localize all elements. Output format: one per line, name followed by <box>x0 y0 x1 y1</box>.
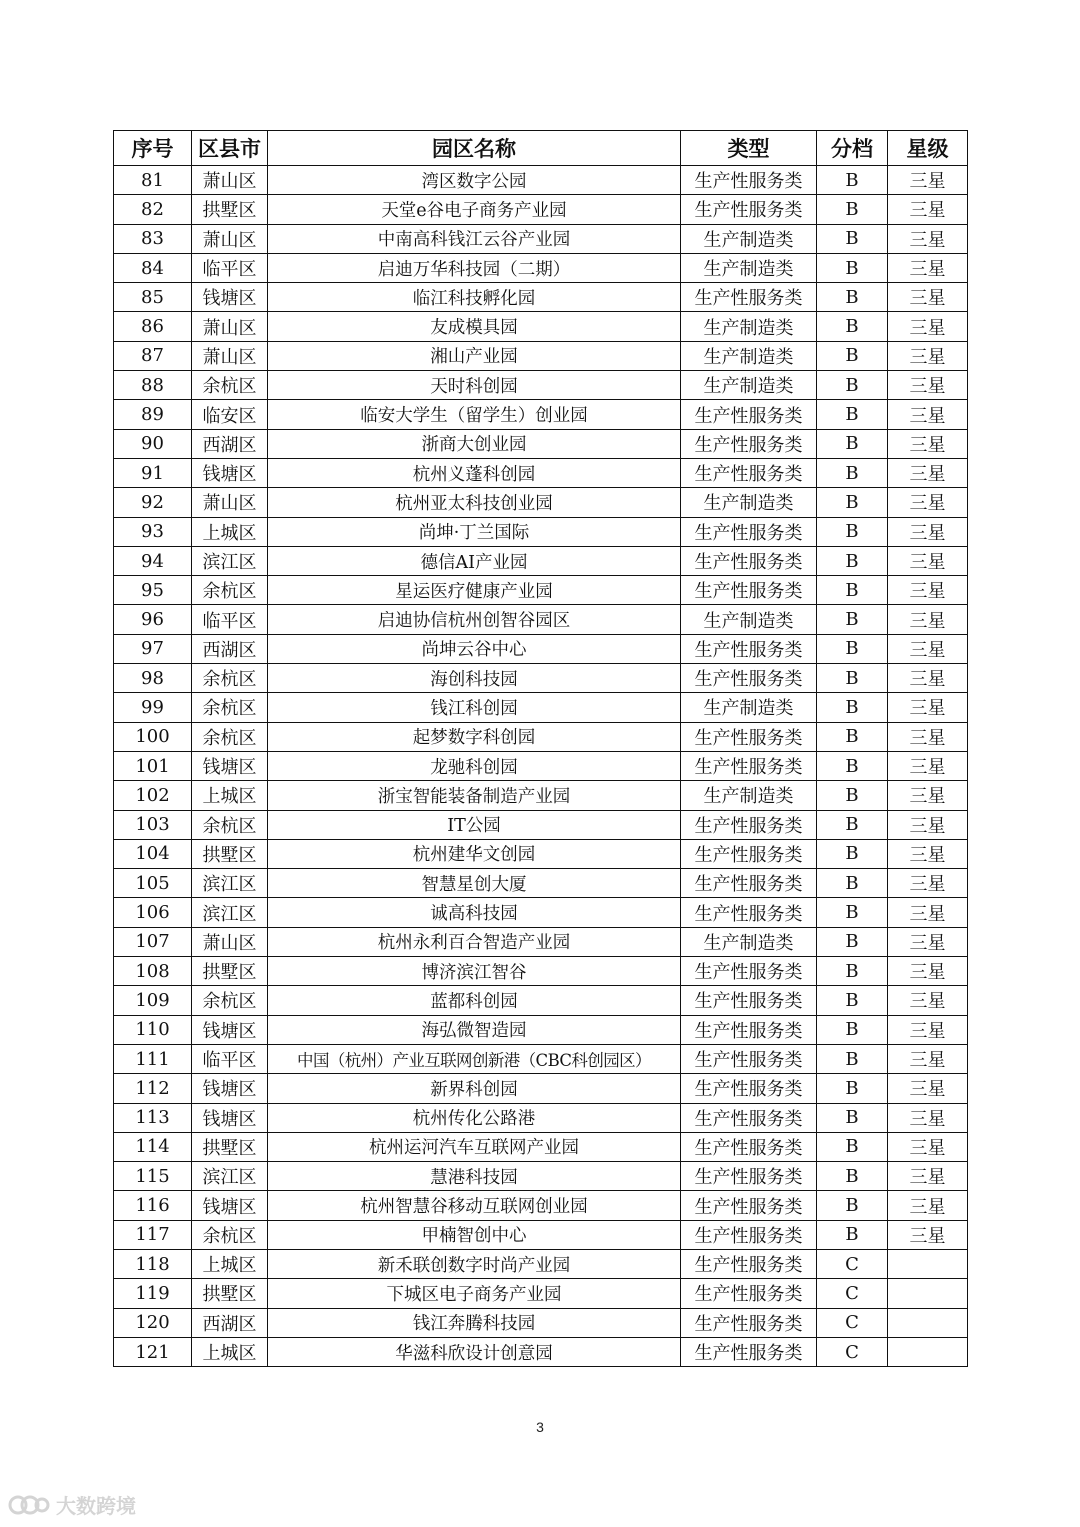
row-park-name: 德信AI产业园 <box>268 546 681 575</box>
row-tier: B <box>817 957 888 986</box>
row-district: 余杭区 <box>192 693 268 722</box>
table-row <box>114 1279 968 1308</box>
row-tier: B <box>817 869 888 898</box>
row-star-level: 三星 <box>888 605 968 634</box>
row-park-name: 新禾联创数字时尚产业园 <box>268 1249 681 1278</box>
table-row <box>114 986 968 1015</box>
row-district: 萧山区 <box>192 341 268 370</box>
table-row <box>114 458 968 487</box>
row-park-name: 智慧星创大厦 <box>268 869 681 898</box>
row-tier: B <box>817 664 888 693</box>
row-star-level: 三星 <box>888 341 968 370</box>
row-star-level: 三星 <box>888 1220 968 1249</box>
table-row <box>114 869 968 898</box>
row-type: 生产性服务类 <box>681 751 817 780</box>
row-index: 108 <box>114 957 192 986</box>
table-row <box>114 576 968 605</box>
row-park-name: IT公园 <box>268 810 681 839</box>
row-park-name: 尚坤·丁兰国际 <box>268 517 681 546</box>
row-district: 拱墅区 <box>192 195 268 224</box>
row-type: 生产制造类 <box>681 605 817 634</box>
row-star-level: 三星 <box>888 781 968 810</box>
row-district: 萧山区 <box>192 166 268 195</box>
row-district: 余杭区 <box>192 664 268 693</box>
row-tier: B <box>817 517 888 546</box>
row-park-name: 杭州智慧谷移动互联网创业园 <box>268 1191 681 1220</box>
row-type: 生产性服务类 <box>681 722 817 751</box>
row-index: 116 <box>114 1191 192 1220</box>
row-type: 生产性服务类 <box>681 1337 817 1366</box>
row-district: 滨江区 <box>192 546 268 575</box>
row-star-level: 三星 <box>888 664 968 693</box>
row-type: 生产性服务类 <box>681 400 817 429</box>
row-star-level: 三星 <box>888 839 968 868</box>
row-district: 萧山区 <box>192 312 268 341</box>
table-row <box>114 839 968 868</box>
row-type: 生产制造类 <box>681 253 817 282</box>
row-tier: B <box>817 341 888 370</box>
row-index: 100 <box>114 722 192 751</box>
row-type: 生产性服务类 <box>681 634 817 663</box>
row-index: 86 <box>114 312 192 341</box>
row-type: 生产性服务类 <box>681 1249 817 1278</box>
header-park-name: 园区名称 <box>268 131 681 166</box>
row-park-name: 湾区数字公园 <box>268 166 681 195</box>
row-tier: C <box>817 1337 888 1366</box>
row-index: 107 <box>114 927 192 956</box>
header-type: 类型 <box>681 131 817 166</box>
row-star-level: 三星 <box>888 869 968 898</box>
row-district: 钱塘区 <box>192 1074 268 1103</box>
table-row <box>114 605 968 634</box>
row-district: 拱墅区 <box>192 839 268 868</box>
row-index: 101 <box>114 751 192 780</box>
row-park-name: 杭州亚太科技创业园 <box>268 488 681 517</box>
row-district: 余杭区 <box>192 576 268 605</box>
row-district: 拱墅区 <box>192 957 268 986</box>
row-tier: C <box>817 1249 888 1278</box>
row-star-level: 三星 <box>888 1015 968 1044</box>
row-tier: B <box>817 1103 888 1132</box>
table-header-row <box>114 131 968 166</box>
row-star-level: 三星 <box>888 1191 968 1220</box>
row-park-name: 杭州义蓬科创园 <box>268 458 681 487</box>
row-tier: B <box>817 429 888 458</box>
row-tier: B <box>817 634 888 663</box>
row-park-name: 龙驰科创园 <box>268 751 681 780</box>
row-star-level: 三星 <box>888 166 968 195</box>
row-type: 生产制造类 <box>681 693 817 722</box>
row-type: 生产性服务类 <box>681 1015 817 1044</box>
row-park-name: 新界科创园 <box>268 1074 681 1103</box>
row-type: 生产制造类 <box>681 781 817 810</box>
row-type: 生产性服务类 <box>681 517 817 546</box>
row-type: 生产性服务类 <box>681 458 817 487</box>
table-row <box>114 751 968 780</box>
row-index: 97 <box>114 634 192 663</box>
table-row <box>114 283 968 312</box>
table-row <box>114 664 968 693</box>
row-park-name: 杭州永利百合智造产业园 <box>268 927 681 956</box>
row-index: 105 <box>114 869 192 898</box>
row-type: 生产性服务类 <box>681 1191 817 1220</box>
row-type: 生产性服务类 <box>681 664 817 693</box>
table-row <box>114 546 968 575</box>
row-district: 钱塘区 <box>192 1015 268 1044</box>
row-type: 生产性服务类 <box>681 1220 817 1249</box>
row-district: 上城区 <box>192 1337 268 1366</box>
row-tier: B <box>817 195 888 224</box>
row-index: 109 <box>114 986 192 1015</box>
row-park-name: 海弘微智造园 <box>268 1015 681 1044</box>
table-row <box>114 693 968 722</box>
row-index: 102 <box>114 781 192 810</box>
row-park-name: 启迪协信杭州创智谷园区 <box>268 605 681 634</box>
row-star-level: 三星 <box>888 927 968 956</box>
table-row <box>114 517 968 546</box>
row-district: 上城区 <box>192 781 268 810</box>
row-tier: B <box>817 253 888 282</box>
row-index: 85 <box>114 283 192 312</box>
row-index: 120 <box>114 1308 192 1337</box>
table-row <box>114 400 968 429</box>
row-tier: B <box>817 781 888 810</box>
row-district: 余杭区 <box>192 722 268 751</box>
row-star-level: 三星 <box>888 253 968 282</box>
table-row <box>114 1074 968 1103</box>
row-district: 余杭区 <box>192 371 268 400</box>
table-row <box>114 898 968 927</box>
row-index: 112 <box>114 1074 192 1103</box>
row-star-level: 三星 <box>888 283 968 312</box>
row-type: 生产性服务类 <box>681 810 817 839</box>
row-index: 118 <box>114 1249 192 1278</box>
row-district: 临平区 <box>192 605 268 634</box>
row-star-level: 三星 <box>888 400 968 429</box>
row-type: 生产性服务类 <box>681 898 817 927</box>
row-index: 103 <box>114 810 192 839</box>
table-row <box>114 957 968 986</box>
table-row <box>114 253 968 282</box>
row-district: 钱塘区 <box>192 1103 268 1132</box>
row-park-name: 中国（杭州）产业互联网创新港（CBC科创园区） <box>268 1044 681 1073</box>
row-type: 生产性服务类 <box>681 1074 817 1103</box>
row-type: 生产性服务类 <box>681 166 817 195</box>
row-tier: B <box>817 1132 888 1161</box>
row-park-name: 杭州运河汽车互联网产业园 <box>268 1132 681 1161</box>
row-star-level: 三星 <box>888 1162 968 1191</box>
row-index: 88 <box>114 371 192 400</box>
row-index: 115 <box>114 1162 192 1191</box>
row-star-level: 三星 <box>888 751 968 780</box>
row-type: 生产制造类 <box>681 341 817 370</box>
row-index: 94 <box>114 546 192 575</box>
table-row <box>114 1044 968 1073</box>
watermark-text: 大数跨境 <box>56 1494 136 1518</box>
row-type: 生产性服务类 <box>681 195 817 224</box>
table-row <box>114 1337 968 1366</box>
row-district: 拱墅区 <box>192 1132 268 1161</box>
header-star-level: 星级 <box>888 131 968 166</box>
row-tier: B <box>817 1220 888 1249</box>
row-star-level <box>888 1308 968 1337</box>
row-index: 92 <box>114 488 192 517</box>
table-row <box>114 1191 968 1220</box>
row-star-level <box>888 1279 968 1308</box>
row-index: 89 <box>114 400 192 429</box>
table-row <box>114 781 968 810</box>
row-district: 钱塘区 <box>192 751 268 780</box>
row-index: 104 <box>114 839 192 868</box>
row-index: 119 <box>114 1279 192 1308</box>
row-type: 生产性服务类 <box>681 957 817 986</box>
row-park-name: 钱江科创园 <box>268 693 681 722</box>
row-district: 上城区 <box>192 1249 268 1278</box>
row-park-name: 浙商大创业园 <box>268 429 681 458</box>
row-tier: B <box>817 927 888 956</box>
row-index: 114 <box>114 1132 192 1161</box>
row-star-level: 三星 <box>888 312 968 341</box>
row-type: 生产性服务类 <box>681 986 817 1015</box>
row-park-name: 起梦数字科创园 <box>268 722 681 751</box>
row-type: 生产制造类 <box>681 312 817 341</box>
row-index: 81 <box>114 166 192 195</box>
row-index: 98 <box>114 664 192 693</box>
row-park-name: 杭州传化公路港 <box>268 1103 681 1132</box>
row-park-name: 慧港科技园 <box>268 1162 681 1191</box>
row-district: 余杭区 <box>192 1220 268 1249</box>
row-star-level: 三星 <box>888 693 968 722</box>
row-star-level: 三星 <box>888 810 968 839</box>
row-tier: B <box>817 1162 888 1191</box>
row-district: 钱塘区 <box>192 1191 268 1220</box>
row-type: 生产性服务类 <box>681 576 817 605</box>
row-tier: B <box>817 312 888 341</box>
row-type: 生产性服务类 <box>681 1103 817 1132</box>
row-index: 106 <box>114 898 192 927</box>
row-index: 117 <box>114 1220 192 1249</box>
row-tier: B <box>817 224 888 253</box>
row-tier: B <box>817 371 888 400</box>
row-index: 84 <box>114 253 192 282</box>
table-row <box>114 1249 968 1278</box>
row-tier: B <box>817 458 888 487</box>
row-district: 萧山区 <box>192 927 268 956</box>
watermark-logo-icon <box>8 1493 50 1517</box>
row-index: 99 <box>114 693 192 722</box>
row-tier: B <box>817 488 888 517</box>
table-row <box>114 810 968 839</box>
row-district: 滨江区 <box>192 869 268 898</box>
row-tier: B <box>817 576 888 605</box>
row-district: 西湖区 <box>192 429 268 458</box>
row-star-level: 三星 <box>888 576 968 605</box>
row-star-level: 三星 <box>888 1103 968 1132</box>
row-park-name: 博济滨江智谷 <box>268 957 681 986</box>
row-star-level: 三星 <box>888 1132 968 1161</box>
row-star-level <box>888 1249 968 1278</box>
row-star-level: 三星 <box>888 898 968 927</box>
row-district: 拱墅区 <box>192 1279 268 1308</box>
table-row <box>114 1103 968 1132</box>
row-tier: B <box>817 1015 888 1044</box>
row-index: 87 <box>114 341 192 370</box>
row-district: 滨江区 <box>192 1162 268 1191</box>
row-park-name: 中南高科钱江云谷产业园 <box>268 224 681 253</box>
row-park-name: 浙宝智能装备制造产业园 <box>268 781 681 810</box>
row-type: 生产制造类 <box>681 371 817 400</box>
row-star-level: 三星 <box>888 371 968 400</box>
table-row <box>114 371 968 400</box>
row-type: 生产制造类 <box>681 488 817 517</box>
row-tier: B <box>817 166 888 195</box>
row-park-name: 杭州建华文创园 <box>268 839 681 868</box>
row-tier: B <box>817 283 888 312</box>
row-tier: B <box>817 1044 888 1073</box>
row-district: 临平区 <box>192 253 268 282</box>
row-district: 萧山区 <box>192 488 268 517</box>
row-tier: B <box>817 751 888 780</box>
row-district: 滨江区 <box>192 898 268 927</box>
row-type: 生产制造类 <box>681 224 817 253</box>
table-row <box>114 488 968 517</box>
row-type: 生产性服务类 <box>681 546 817 575</box>
row-district: 萧山区 <box>192 224 268 253</box>
row-district: 余杭区 <box>192 810 268 839</box>
row-star-level: 三星 <box>888 517 968 546</box>
table-row <box>114 1220 968 1249</box>
row-star-level: 三星 <box>888 986 968 1015</box>
row-park-name: 星运医疗健康产业园 <box>268 576 681 605</box>
row-park-name: 尚坤云谷中心 <box>268 634 681 663</box>
row-type: 生产性服务类 <box>681 429 817 458</box>
row-index: 83 <box>114 224 192 253</box>
row-district: 余杭区 <box>192 986 268 1015</box>
table-row <box>114 927 968 956</box>
page-number: 3 <box>536 1419 544 1435</box>
row-park-name: 下城区电子商务产业园 <box>268 1279 681 1308</box>
row-star-level: 三星 <box>888 488 968 517</box>
parks-table <box>113 130 968 1367</box>
table-row <box>114 312 968 341</box>
row-park-name: 海创科技园 <box>268 664 681 693</box>
row-type: 生产性服务类 <box>681 1132 817 1161</box>
row-district: 西湖区 <box>192 1308 268 1337</box>
row-park-name: 临安大学生（留学生）创业园 <box>268 400 681 429</box>
row-park-name: 蓝都科创园 <box>268 986 681 1015</box>
row-index: 90 <box>114 429 192 458</box>
row-park-name: 钱江奔腾科技园 <box>268 1308 681 1337</box>
row-tier: B <box>817 839 888 868</box>
watermark <box>8 1490 136 1519</box>
row-index: 111 <box>114 1044 192 1073</box>
row-tier: B <box>817 1074 888 1103</box>
row-type: 生产性服务类 <box>681 839 817 868</box>
table-row <box>114 1308 968 1337</box>
table-row <box>114 1015 968 1044</box>
row-star-level: 三星 <box>888 546 968 575</box>
row-district: 上城区 <box>192 517 268 546</box>
header-index: 序号 <box>114 131 192 166</box>
row-star-level: 三星 <box>888 1044 968 1073</box>
row-park-name: 天时科创园 <box>268 371 681 400</box>
row-district: 钱塘区 <box>192 458 268 487</box>
row-star-level: 三星 <box>888 224 968 253</box>
row-star-level: 三星 <box>888 195 968 224</box>
row-park-name: 诚高科技园 <box>268 898 681 927</box>
row-park-name: 湘山产业园 <box>268 341 681 370</box>
table-row <box>114 341 968 370</box>
row-type: 生产性服务类 <box>681 1308 817 1337</box>
row-park-name: 友成模具园 <box>268 312 681 341</box>
row-index: 113 <box>114 1103 192 1132</box>
row-type: 生产性服务类 <box>681 869 817 898</box>
row-star-level: 三星 <box>888 429 968 458</box>
row-district: 钱塘区 <box>192 283 268 312</box>
table-row <box>114 1162 968 1191</box>
row-tier: B <box>817 898 888 927</box>
row-star-level <box>888 1337 968 1366</box>
row-park-name: 天堂e谷电子商务产业园 <box>268 195 681 224</box>
row-tier: B <box>817 986 888 1015</box>
table-row <box>114 1132 968 1161</box>
row-index: 82 <box>114 195 192 224</box>
row-park-name: 启迪万华科技园（二期） <box>268 253 681 282</box>
row-tier: B <box>817 1191 888 1220</box>
row-district: 临安区 <box>192 400 268 429</box>
row-index: 93 <box>114 517 192 546</box>
row-type: 生产性服务类 <box>681 1044 817 1073</box>
row-index: 95 <box>114 576 192 605</box>
table-row <box>114 166 968 195</box>
row-tier: B <box>817 546 888 575</box>
row-type: 生产性服务类 <box>681 283 817 312</box>
table-row <box>114 195 968 224</box>
row-type: 生产性服务类 <box>681 1162 817 1191</box>
row-index: 91 <box>114 458 192 487</box>
header-district: 区县市 <box>192 131 268 166</box>
row-tier: B <box>817 400 888 429</box>
table-row <box>114 722 968 751</box>
row-index: 110 <box>114 1015 192 1044</box>
row-star-level: 三星 <box>888 458 968 487</box>
row-tier: B <box>817 810 888 839</box>
table-row <box>114 224 968 253</box>
header-tier: 分档 <box>817 131 888 166</box>
row-tier: C <box>817 1279 888 1308</box>
row-park-name: 临江科技孵化园 <box>268 283 681 312</box>
row-park-name: 华滋科欣设计创意园 <box>268 1337 681 1366</box>
row-type: 生产制造类 <box>681 927 817 956</box>
row-tier: B <box>817 722 888 751</box>
row-star-level: 三星 <box>888 634 968 663</box>
row-star-level: 三星 <box>888 1074 968 1103</box>
row-district: 西湖区 <box>192 634 268 663</box>
table-row <box>114 634 968 663</box>
row-park-name: 甲楠智创中心 <box>268 1220 681 1249</box>
row-tier: C <box>817 1308 888 1337</box>
row-district: 临平区 <box>192 1044 268 1073</box>
row-star-level: 三星 <box>888 722 968 751</box>
row-index: 121 <box>114 1337 192 1366</box>
row-type: 生产性服务类 <box>681 1279 817 1308</box>
row-tier: B <box>817 605 888 634</box>
row-star-level: 三星 <box>888 957 968 986</box>
row-tier: B <box>817 693 888 722</box>
table-row <box>114 429 968 458</box>
row-index: 96 <box>114 605 192 634</box>
